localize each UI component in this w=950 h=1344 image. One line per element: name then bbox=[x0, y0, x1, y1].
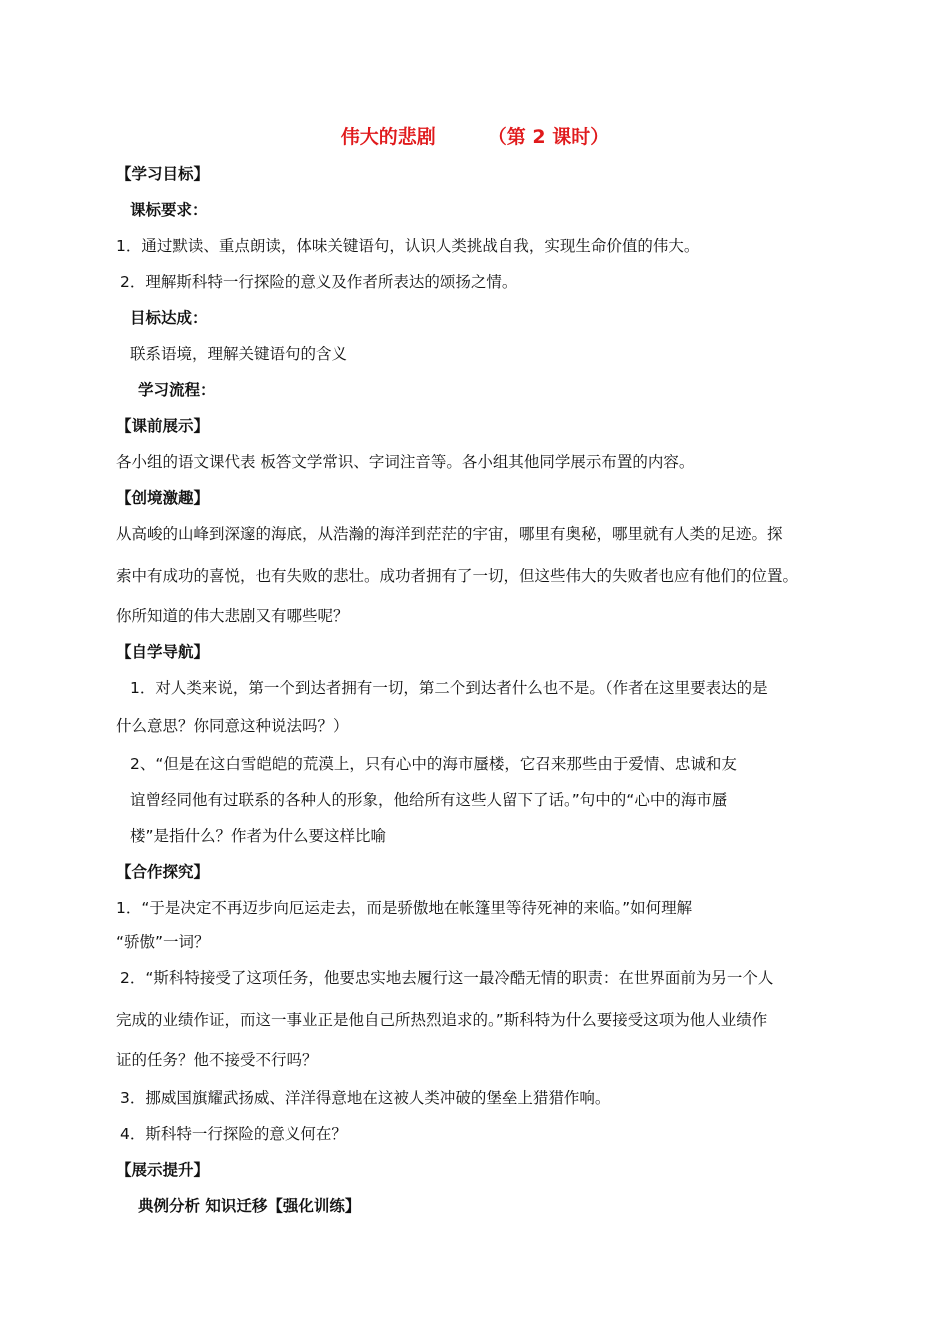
paragraph-line: 1．通过默读、重点朗读，体味关键语句，认识人类挑战自我，实现生命价值的伟大。 bbox=[116, 237, 700, 255]
paragraph-line: 楼”是指什么？作者为什么要这样比喻 bbox=[130, 827, 387, 845]
paragraph-line: 各小组的语文课代表 板答文学常识、字词注音等。各小组其他同学展示布置的内容。 bbox=[116, 453, 695, 471]
paragraph-line: 1．对人类来说，第一个到达者拥有一切，第二个到达者什么也不是。（作者在这里要表达的是 bbox=[130, 679, 768, 697]
paragraph-line: 2．理解斯科特一行探险的意义及作者所表达的颂扬之情。 bbox=[120, 273, 518, 291]
section-heading: 【创境激趣】 bbox=[116, 489, 210, 507]
paragraph-line: 什么意思？你同意这种说法吗？） bbox=[116, 717, 349, 735]
paragraph-line: 2．“斯科特接受了这项任务，他要忠实地去履行这一最冷酷无情的职责：在世界面前为另一个人 bbox=[120, 969, 774, 987]
paragraph-line: 联系语境，理解关键语句的含义 bbox=[130, 345, 348, 363]
document-title bbox=[0, 124, 950, 150]
title-lesson: （第 2 课时） bbox=[487, 126, 610, 148]
subheading: 学习流程： bbox=[138, 381, 216, 399]
title-text: 伟大的悲剧 bbox=[340, 126, 436, 148]
section-heading: 【展示提升】 bbox=[116, 1161, 210, 1179]
paragraph-line: 证的任务？他不接受不行吗？ bbox=[116, 1051, 318, 1069]
paragraph-line: 谊曾经同他有过联系的各种人的形象，他给所有这些人留下了话。”句中的“心中的海市蜃 bbox=[130, 791, 728, 809]
subheading: 目标达成： bbox=[130, 309, 208, 327]
paragraph-line: “骄傲”一词？ bbox=[116, 933, 210, 951]
subheading: 课标要求： bbox=[130, 201, 208, 219]
paragraph-line: 你所知道的伟大悲剧又有哪些呢？ bbox=[116, 607, 349, 625]
paragraph-line: 1．“于是决定不再迈步向厄运走去，而是骄傲地在帐篷里等待死神的来临。”如何理解 bbox=[116, 899, 693, 917]
paragraph-line: 4．斯科特一行探险的意义何在？ bbox=[120, 1125, 347, 1143]
section-heading: 【学习目标】 bbox=[116, 165, 210, 183]
subheading: 典例分析 知识迁移【强化训练】 bbox=[138, 1197, 361, 1215]
section-heading: 【课前展示】 bbox=[116, 417, 210, 435]
paragraph-line: 3．挪威国旗耀武扬威、洋洋得意地在这被人类冲破的堡垒上猎猎作响。 bbox=[120, 1089, 611, 1107]
paragraph-line: 从高峻的山峰到深邃的海底，从浩瀚的海洋到茫茫的宇宙，哪里有奥秘，哪里就有人类的足迹。探 bbox=[116, 525, 783, 543]
paragraph-line: 完成的业绩作证，而这一事业正是他自己所热烈追求的。”斯科特为什么要接受这项为他人业绩作 bbox=[116, 1011, 768, 1029]
section-heading: 【自学导航】 bbox=[116, 643, 210, 661]
section-heading: 【合作探究】 bbox=[116, 863, 210, 881]
paragraph-line: 2、“但是在这白雪皑皑的荒漠上，只有心中的海市蜃楼，它召来那些由于爱情、忠诚和友 bbox=[130, 755, 737, 773]
paragraph-line: 索中有成功的喜悦，也有失败的悲壮。成功者拥有了一切，但这些伟大的失败者也应有他们的位置。 bbox=[116, 567, 799, 585]
